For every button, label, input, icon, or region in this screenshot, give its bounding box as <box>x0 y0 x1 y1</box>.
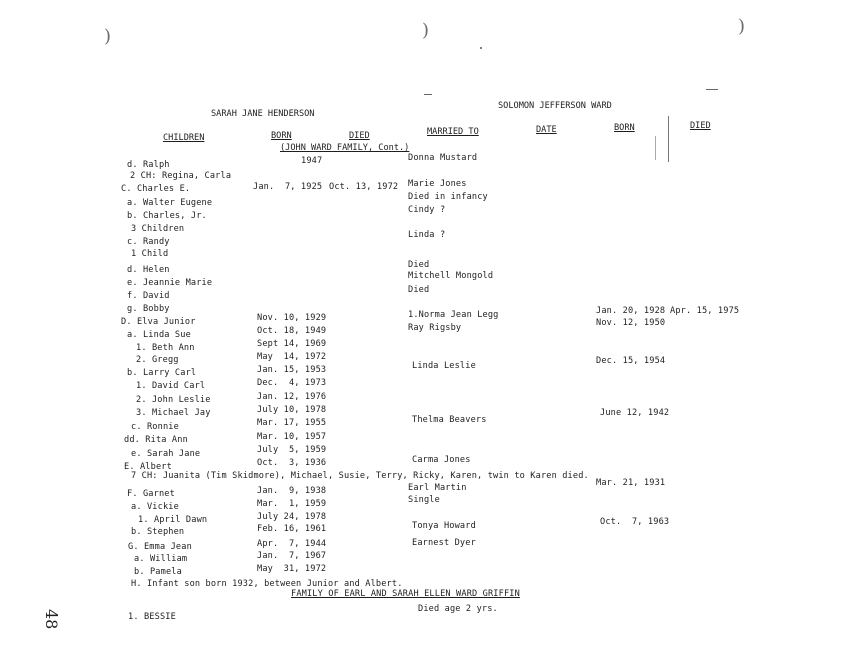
spouse-name: Died <box>408 285 430 295</box>
column-rule <box>668 116 669 162</box>
child-name: 3. Michael Jay <box>136 408 211 418</box>
column-rule <box>655 136 656 160</box>
child-born: Mar. 10, 1957 <box>257 432 327 442</box>
griffin-family-title: FAMILY OF EARL AND SARAH ELLEN WARD GRIFFIN <box>291 589 520 599</box>
child-name: d. Helen <box>127 265 170 275</box>
child-name: 1. Beth Ann <box>136 343 195 353</box>
col-date: DATE <box>536 125 557 135</box>
section-title: (JOHN WARD FAMILY, Cont.) <box>280 143 410 153</box>
child-born: Jan. 7, 1967 <box>257 551 327 561</box>
speck <box>706 89 718 90</box>
spouse-born: Oct. 7, 1963 <box>600 517 670 527</box>
spouse-born: Nov. 12, 1950 <box>596 318 666 328</box>
spouse-died: Apr. 15, 1975 <box>670 306 740 316</box>
child-name: 1. David Carl <box>136 381 206 391</box>
bessie-note: Died age 2 yrs. <box>418 604 498 614</box>
child-born: Dec. 4, 1973 <box>257 378 327 388</box>
child-name: c. Ronnie <box>131 422 179 432</box>
child-name: b. Stephen <box>131 527 185 537</box>
spouse-name: Single <box>408 495 440 505</box>
child-name: a. Walter Eugene <box>127 198 213 208</box>
child-name: D. Elva Junior <box>121 317 196 327</box>
child-born: Apr. 7, 1944 <box>257 539 327 549</box>
child-name: C. Charles E. <box>121 184 191 194</box>
spouse-name: Carma Jones <box>412 455 471 465</box>
col-children: CHILDREN <box>163 133 205 143</box>
spouse-name: Donna Mustard <box>408 153 478 163</box>
spouse-born: Dec. 15, 1954 <box>596 356 666 366</box>
col-married-to: MARRIED TO <box>427 127 479 137</box>
punch-hole-mark-right: ) <box>738 16 746 37</box>
child-name: a. Vickie <box>131 502 179 512</box>
spouse-name: Linda Leslie <box>412 361 476 371</box>
spouse-name: Earnest Dyer <box>412 538 476 548</box>
col-born: BORN <box>271 131 292 141</box>
left-header-name: SARAH JANE HENDERSON <box>211 109 315 119</box>
child-name: 1. April Dawn <box>138 515 208 525</box>
child-died: Oct. 13, 1972 <box>329 182 399 192</box>
spouse-name: Linda ? <box>408 230 446 240</box>
spouse-name: Died in infancy <box>408 192 488 202</box>
child-name: G. Emma Jean <box>128 542 192 552</box>
child-name: 1 Child <box>131 249 169 259</box>
child-born: Jan. 9, 1938 <box>257 486 327 496</box>
col-spouse-died: DIED <box>690 121 711 131</box>
child-name: F. Garnet <box>127 489 175 499</box>
child-name: b. Larry Carl <box>127 368 197 378</box>
child-born: Jan. 12, 1976 <box>257 392 327 402</box>
infant-son-note: H. Infant son born 1932, between Junior and Albert. <box>131 579 403 589</box>
right-header-name: SOLOMON JEFFERSON WARD <box>498 101 612 111</box>
col-died: DIED <box>349 131 370 141</box>
child-name: e. Sarah Jane <box>131 449 201 459</box>
child-name: f. David <box>127 291 170 301</box>
child-name: 2. Gregg <box>136 355 179 365</box>
child-name: dd. Rita Ann <box>124 435 188 445</box>
child-name: 3 Children <box>131 224 185 234</box>
spouse-name: Died <box>408 260 430 270</box>
spouse-name: 1.Norma Jean Legg <box>408 310 499 320</box>
child-name: c. Randy <box>127 237 170 247</box>
child-born: Nov. 10, 1929 <box>257 313 327 323</box>
child-name: 2. John Leslie <box>136 395 211 405</box>
child-born: May 14, 1972 <box>257 352 327 362</box>
spouse-born: Mar. 21, 1931 <box>596 478 666 488</box>
spouse-name: Tonya Howard <box>412 521 476 531</box>
spouse-born: Jan. 20, 1928 <box>596 306 666 316</box>
child-born: July 24, 1978 <box>257 512 327 522</box>
child-name: E. Albert <box>124 462 172 472</box>
spouse-name: Ray Rigsby <box>408 323 462 333</box>
child-born: Oct. 18, 1949 <box>257 326 327 336</box>
punch-hole-mark-left: ) <box>104 26 112 47</box>
bessie-name: 1. BESSIE <box>128 612 176 622</box>
spouse-name: Marie Jones <box>408 179 467 189</box>
child-name: b. Pamela <box>134 567 182 577</box>
child-name: e. Jeannie Marie <box>127 278 213 288</box>
child-born: Oct. 3, 1936 <box>257 458 327 468</box>
child-born: Mar. 17, 1955 <box>257 418 327 428</box>
punch-hole-mark-center: ) <box>422 20 430 41</box>
child-born: May 31, 1972 <box>257 564 327 574</box>
spouse-name: Cindy ? <box>408 205 446 215</box>
child-born: July 10, 1978 <box>257 405 327 415</box>
child-name: g. Bobby <box>127 304 170 314</box>
child-born: July 5, 1959 <box>257 445 327 455</box>
child-name: d. Ralph <box>127 160 170 170</box>
child-born: Mar. 1, 1959 <box>257 499 327 509</box>
spouse-name: Mitchell Mongold <box>408 271 494 281</box>
child-name: b. Charles, Jr. <box>127 211 207 221</box>
col-spouse-born: BORN <box>614 123 635 133</box>
speck <box>424 94 432 95</box>
child-born: Sept 14, 1969 <box>257 339 327 349</box>
albert-children-note: 7 CH: Juanita (Tim Skidmore), Michael, Susie, Terry, Ricky, Karen, twin to Karen died. <box>131 471 589 481</box>
child-born: Jan. 7, 1925 <box>253 182 323 192</box>
child-name: 2 CH: Regina, Carla <box>130 171 232 181</box>
child-born: Feb. 16, 1961 <box>257 524 327 534</box>
child-name: a. William <box>134 554 188 564</box>
speck <box>480 47 482 49</box>
spouse-name: Thelma Beavers <box>412 415 487 425</box>
child-born: Jan. 15, 1953 <box>257 365 327 375</box>
child-born: 1947 <box>301 156 323 166</box>
page-number: 48 <box>42 609 61 630</box>
child-name: a. Linda Sue <box>127 330 191 340</box>
spouse-born: June 12, 1942 <box>600 408 670 418</box>
spouse-name: Earl Martin <box>408 483 467 493</box>
